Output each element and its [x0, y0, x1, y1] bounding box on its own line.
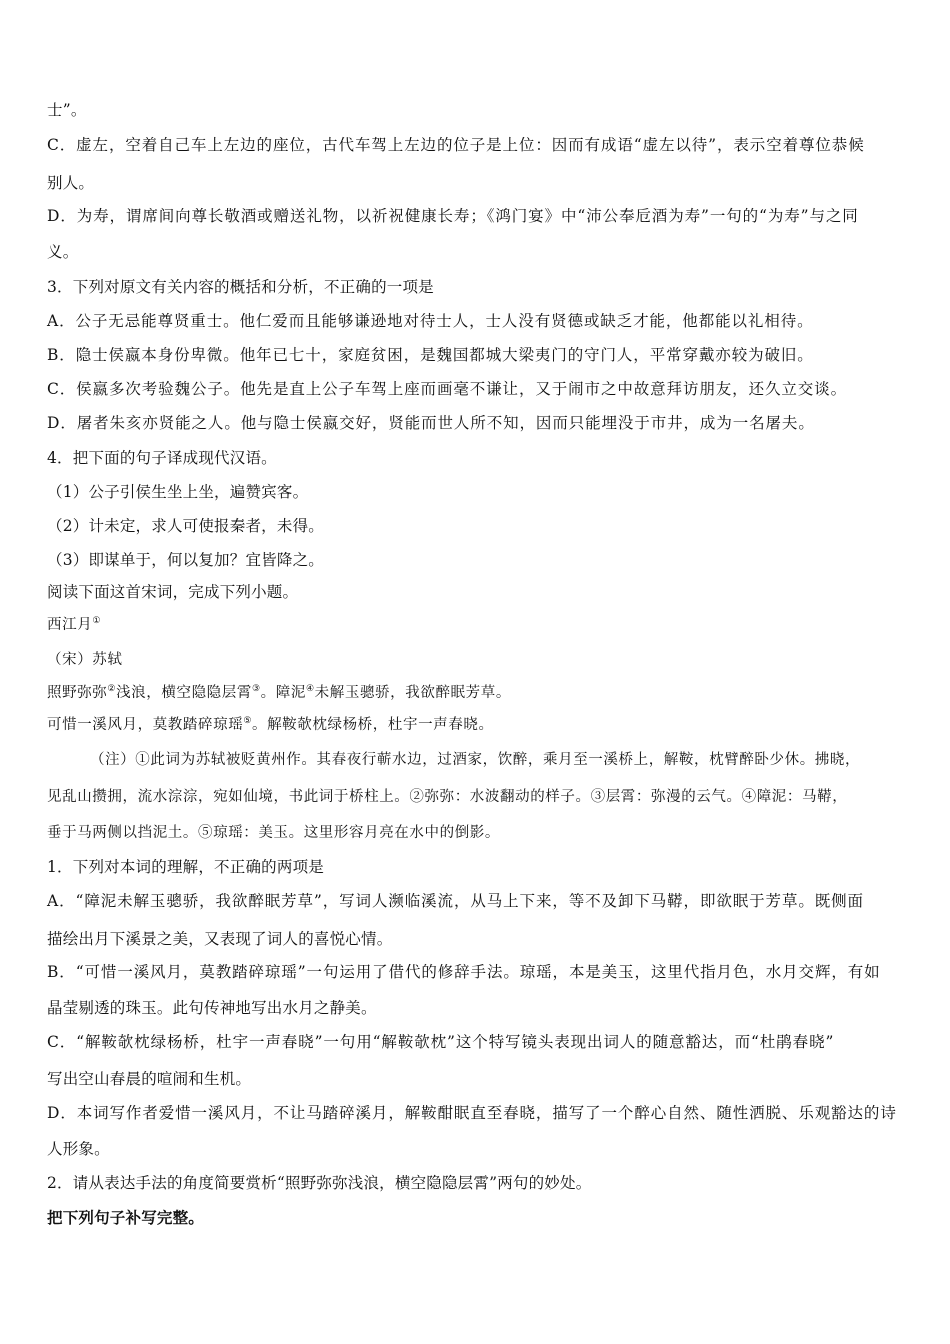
poem-line-2 [47, 715, 907, 735]
text-line: 别人。 [47, 174, 95, 192]
footnote-marker: ② [107, 684, 117, 695]
text-line: 义。 [47, 243, 79, 261]
question-4: 4．把下面的句子译成现代汉语。 [47, 449, 277, 467]
q3-option-a: A．公子无忌能尊贤重士。他仁爱而且能够谦逊地对待士人，士人没有贤德或缺乏才能，他都能以礼相待。 [47, 312, 814, 330]
q4-item-1: （1）公子引侯生坐上坐，遍赞宾客。 [47, 483, 309, 501]
q3-option-b: B．隐士侯嬴本身份卑微。他年已七十，家庭贫困，是魏国都城大梁夷门的守门人，平常穿戴亦较为破旧。 [47, 346, 814, 364]
question-2: 2．请从表达手法的角度简要赏析“照野弥弥浅浪，横空隐隐层霄”两句的妙处。 [47, 1174, 592, 1192]
q4-item-2: （2）计未定，求人可使报秦者，未得。 [47, 517, 324, 535]
poem-text: 照野弥弥 [47, 685, 108, 701]
q1-option-d: D．本词写作者爱惜一溪风月，不让马踏碎溪月，解鞍酣眠直至春晓，描写了一个醉心自然、随性洒脱、乐观豁达的诗 [47, 1104, 897, 1122]
poem-text: 。解鞍欹枕绿杨桥，杜宇一声春晓。 [251, 717, 494, 733]
q1-option-b: B．“可惜一溪风月，莫教踏碎琼瑶”一句运用了借代的修辞手法。琼瑶，本是美玉，这里代指月色，水月交辉，有如 [47, 963, 881, 981]
poem-text: 。障泥 [260, 685, 306, 701]
poem-text: 可惜一溪风月，莫教踏碎琼瑶 [47, 717, 244, 733]
q1-option-a: A．“障泥未解玉骢骄，我欲醉眠芳草”，写词人濒临溪流，从马上下来，等不及卸下马鞯，即欲眠于芳草。既侧面 [47, 892, 864, 910]
footnote-marker: ① [92, 616, 101, 627]
footnote-marker: ③ [251, 684, 261, 695]
footnote-marker: ④ [305, 684, 315, 695]
poem-title-text: 西江月 [47, 617, 93, 633]
reading-instruction: 阅读下面这首宋词，完成下列小题。 [47, 583, 299, 601]
question-3: 3．下列对原文有关内容的概括和分析，不正确的一项是 [47, 278, 434, 296]
option-c-line: C．虚左，空着自己车上左边的座位，古代车驾上左边的位子是上位：因而有成语“虚左以待”，表示空着尊位恭候 [47, 136, 865, 154]
option-d-line: D．为寿，谓席间向尊长敬酒或赠送礼物，以祈祝健康长寿；《鸿门宴》中“沛公奉卮酒为寿”一句的“为寿”与之同 [47, 207, 859, 225]
q1-option-c: C．“解鞍欹枕绿杨桥，杜宇一声春晓”一句用“解鞍欹枕”这个特写镜头表现出词人的随意豁达，而“杜鹃春晓” [47, 1033, 835, 1051]
text-line: 写出空山春晨的喧闹和生机。 [47, 1070, 252, 1088]
poem-text: 未解玉骢骄，我欲醉眠芳草。 [314, 685, 511, 701]
poem-line-1 [47, 683, 907, 703]
text-line: 晶莹剔透的珠玉。此句传神地写出水月之静美。 [47, 999, 377, 1017]
poem-text: 浅浪，横空隐隐层霄 [116, 685, 252, 701]
poem-note-line: 见乱山攒拥，流水淙淙，宛如仙境，书此词于桥柱上。②弥弥：水波翻动的样子。③层霄：弥漫的云气。④障泥：马鞯， [47, 789, 848, 805]
question-1: 1．下列对本词的理解，不正确的两项是 [47, 858, 324, 876]
text-line: 士”。 [47, 101, 87, 119]
q4-item-3: （3）即谋单于，何以复加？宜皆降之。 [47, 551, 324, 569]
poem-title [47, 615, 907, 635]
footnote-marker: ⑤ [243, 716, 252, 727]
q3-option-c: C．侯嬴多次考验魏公子。他先是直上公子车驾上座而画毫不谦让，又于闹市之中故意拜访朋友，还久立交谈。 [47, 380, 847, 398]
poem-note-line: 垂于马两侧以挡泥土。⑤琼瑶：美玉。这里形容月亮在水中的倒影。 [47, 825, 500, 841]
poem-note-line: （注）①此词为苏轼被贬黄州作。其春夜行蕲水边，过酒家，饮醉，乘月至一溪桥上，解鞍，枕臂醉卧少休。拂晓， [90, 752, 861, 768]
text-line: 人形象。 [47, 1140, 110, 1158]
section-heading: 把下列句子补写完整。 [47, 1208, 205, 1227]
q3-option-d: D．屠者朱亥亦贤能之人。他与隐士侯嬴交好，贤能而世人所不知，因而只能埋没于市井，成为一名屠夫。 [47, 414, 815, 432]
poem-author: （宋）苏轼 [47, 652, 123, 668]
text-line: 描绘出月下溪景之美，又表现了词人的喜悦心情。 [47, 930, 393, 948]
